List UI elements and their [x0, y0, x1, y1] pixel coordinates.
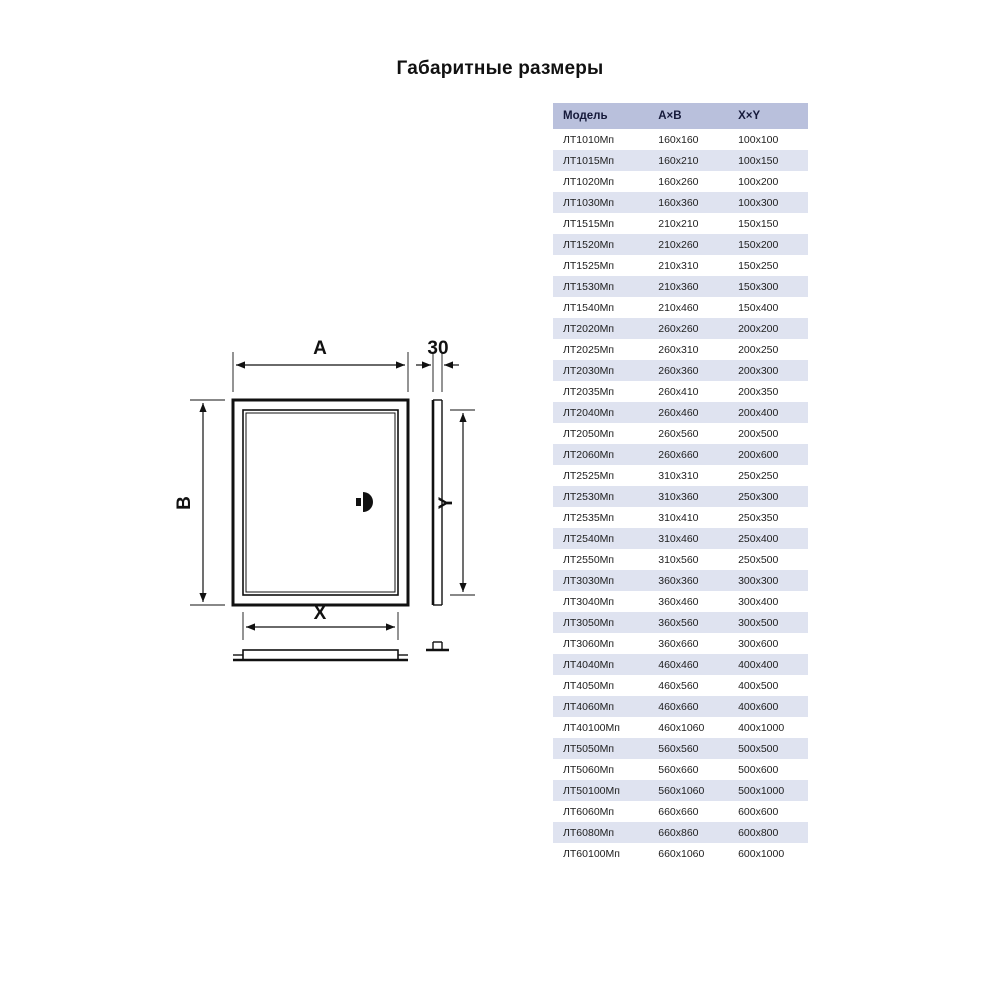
table-row: [553, 171, 808, 192]
column-header-model: Модель: [553, 103, 650, 129]
cell-xy: 100х100: [730, 129, 808, 150]
table-row: [553, 780, 808, 801]
table-row: [553, 465, 808, 486]
dimension-label-y: Y: [436, 496, 457, 510]
cell-model: ЛТ6060Мп: [553, 801, 650, 822]
cell-xy: 150х400: [730, 297, 808, 318]
table-row: [553, 591, 808, 612]
cell-ab: 210х360: [650, 276, 730, 297]
cell-xy: 200х600: [730, 444, 808, 465]
cell-model: ЛТ3060Мп: [553, 633, 650, 654]
cell-ab: 560х1060: [650, 780, 730, 801]
cell-model: ЛТ2050Мп: [553, 423, 650, 444]
table-row: [553, 339, 808, 360]
table-row: [553, 423, 808, 444]
cell-model: ЛТ1030Мп: [553, 192, 650, 213]
cell-ab: 310х360: [650, 486, 730, 507]
table-header-row: [553, 103, 808, 129]
cell-ab: 260х460: [650, 402, 730, 423]
table-row: [553, 360, 808, 381]
technical-drawing: [150, 320, 510, 700]
table-head: [553, 103, 808, 129]
cell-model: ЛТ1010Мп: [553, 129, 650, 150]
cell-model: ЛТ2535Мп: [553, 507, 650, 528]
cell-xy: 100х300: [730, 192, 808, 213]
cell-model: ЛТ1525Мп: [553, 255, 650, 276]
cell-ab: 660х660: [650, 801, 730, 822]
table-row: [553, 654, 808, 675]
column-header-xy: X×Y: [730, 103, 808, 129]
cell-ab: 260х360: [650, 360, 730, 381]
table-row: [553, 570, 808, 591]
cell-xy: 150х150: [730, 213, 808, 234]
table-row: [553, 444, 808, 465]
table-row: [553, 192, 808, 213]
cell-xy: 250х500: [730, 549, 808, 570]
cell-model: ЛТ3030Мп: [553, 570, 650, 591]
cell-xy: 150х200: [730, 234, 808, 255]
cell-model: ЛТ2060Мп: [553, 444, 650, 465]
cell-ab: 310х410: [650, 507, 730, 528]
table-row: [553, 843, 808, 864]
table-row: [553, 612, 808, 633]
table-row: [553, 738, 808, 759]
cell-model: ЛТ1015Мп: [553, 150, 650, 171]
table-row: [553, 129, 808, 150]
cell-model: ЛТ1540Мп: [553, 297, 650, 318]
table-row: [553, 549, 808, 570]
cell-model: ЛТ1520Мп: [553, 234, 650, 255]
cell-ab: 210х310: [650, 255, 730, 276]
cell-xy: 250х350: [730, 507, 808, 528]
cell-xy: 200х250: [730, 339, 808, 360]
cell-model: ЛТ5050Мп: [553, 738, 650, 759]
table-row: [553, 150, 808, 171]
table-row: [553, 633, 808, 654]
table-row: [553, 759, 808, 780]
cell-ab: 160х160: [650, 129, 730, 150]
cell-xy: 150х300: [730, 276, 808, 297]
cell-model: ЛТ2540Мп: [553, 528, 650, 549]
cell-ab: 210х260: [650, 234, 730, 255]
bottom-section-profile: [243, 650, 398, 660]
cell-model: ЛТ3040Мп: [553, 591, 650, 612]
table-row: [553, 234, 808, 255]
dimensions-table: [553, 103, 808, 864]
table-row: [553, 675, 808, 696]
latch-icon: [356, 492, 373, 512]
cell-model: ЛТ2550Мп: [553, 549, 650, 570]
dimension-label-b: B: [174, 496, 195, 510]
cell-ab: 360х360: [650, 570, 730, 591]
cell-model: ЛТ2035Мп: [553, 381, 650, 402]
cell-ab: 260х260: [650, 318, 730, 339]
page-title: Габаритные размеры: [396, 58, 604, 79]
cell-xy: 300х300: [730, 570, 808, 591]
cell-ab: 460х660: [650, 696, 730, 717]
table-row: [553, 507, 808, 528]
cell-xy: 300х600: [730, 633, 808, 654]
cell-model: ЛТ2030Мп: [553, 360, 650, 381]
table-row: [553, 801, 808, 822]
cell-ab: 260х310: [650, 339, 730, 360]
cell-xy: 250х300: [730, 486, 808, 507]
cell-xy: 400х1000: [730, 717, 808, 738]
column-header-ab: A×B: [650, 103, 730, 129]
dimension-label-depth: 30: [427, 338, 449, 359]
cell-xy: 200х350: [730, 381, 808, 402]
table-row: [553, 402, 808, 423]
cell-ab: 660х1060: [650, 843, 730, 864]
front-view-inner-frame: [243, 410, 398, 595]
cell-model: ЛТ5060Мп: [553, 759, 650, 780]
cell-ab: 360х460: [650, 591, 730, 612]
cell-xy: 200х300: [730, 360, 808, 381]
cell-ab: 460х460: [650, 654, 730, 675]
cell-model: ЛТ4040Мп: [553, 654, 650, 675]
cell-ab: 360х660: [650, 633, 730, 654]
cell-ab: 560х560: [650, 738, 730, 759]
table-row: [553, 297, 808, 318]
cell-xy: 600х1000: [730, 843, 808, 864]
table-row: [553, 381, 808, 402]
cell-xy: 300х500: [730, 612, 808, 633]
cell-ab: 560х660: [650, 759, 730, 780]
cell-ab: 310х560: [650, 549, 730, 570]
cell-xy: 200х200: [730, 318, 808, 339]
table-row: [553, 318, 808, 339]
cell-xy: 200х500: [730, 423, 808, 444]
cell-ab: 260х560: [650, 423, 730, 444]
table-row: [553, 486, 808, 507]
drawing-svg: [150, 320, 510, 700]
table-body: [553, 129, 808, 864]
cell-model: ЛТ2525Мп: [553, 465, 650, 486]
cell-model: ЛТ4060Мп: [553, 696, 650, 717]
cell-ab: 160х210: [650, 150, 730, 171]
cell-ab: 210х460: [650, 297, 730, 318]
cell-model: ЛТ60100Мп: [553, 843, 650, 864]
cell-ab: 210х210: [650, 213, 730, 234]
table-row: [553, 255, 808, 276]
cell-xy: 100х200: [730, 171, 808, 192]
cell-ab: 460х1060: [650, 717, 730, 738]
cell-model: ЛТ4050Мп: [553, 675, 650, 696]
cell-model: ЛТ6080Мп: [553, 822, 650, 843]
cell-xy: 500х1000: [730, 780, 808, 801]
cell-xy: 600х600: [730, 801, 808, 822]
table-row: [553, 213, 808, 234]
dimension-label-x: X: [313, 603, 327, 624]
cell-model: ЛТ2025Мп: [553, 339, 650, 360]
cell-model: ЛТ40100Мп: [553, 717, 650, 738]
cell-xy: 300х400: [730, 591, 808, 612]
cell-ab: 660х860: [650, 822, 730, 843]
table-row: [553, 276, 808, 297]
cell-ab: 160х360: [650, 192, 730, 213]
cell-ab: 460х560: [650, 675, 730, 696]
table-row: [553, 717, 808, 738]
cell-ab: 310х460: [650, 528, 730, 549]
cell-model: ЛТ1020Мп: [553, 171, 650, 192]
cell-ab: 160х260: [650, 171, 730, 192]
cell-xy: 250х400: [730, 528, 808, 549]
cell-xy: 400х500: [730, 675, 808, 696]
cell-model: ЛТ1515Мп: [553, 213, 650, 234]
cell-xy: 500х500: [730, 738, 808, 759]
cell-model: ЛТ2040Мп: [553, 402, 650, 423]
cell-xy: 200х400: [730, 402, 808, 423]
cell-model: ЛТ50100Мп: [553, 780, 650, 801]
table-row: [553, 528, 808, 549]
cell-ab: 310х310: [650, 465, 730, 486]
cell-model: ЛТ1530Мп: [553, 276, 650, 297]
cell-xy: 100х150: [730, 150, 808, 171]
cell-xy: 150х250: [730, 255, 808, 276]
cell-xy: 600х800: [730, 822, 808, 843]
cell-model: ЛТ3050Мп: [553, 612, 650, 633]
cell-xy: 250х250: [730, 465, 808, 486]
table-row: [553, 822, 808, 843]
cell-ab: 260х660: [650, 444, 730, 465]
cell-xy: 400х400: [730, 654, 808, 675]
cell-xy: 400х600: [730, 696, 808, 717]
front-view-outer-frame: [233, 400, 408, 605]
cell-model: ЛТ2020Мп: [553, 318, 650, 339]
cell-xy: 500х600: [730, 759, 808, 780]
cell-model: ЛТ2530Мп: [553, 486, 650, 507]
dimension-label-a: A: [313, 338, 327, 359]
cell-ab: 260х410: [650, 381, 730, 402]
cell-ab: 360х560: [650, 612, 730, 633]
table-row: [553, 696, 808, 717]
